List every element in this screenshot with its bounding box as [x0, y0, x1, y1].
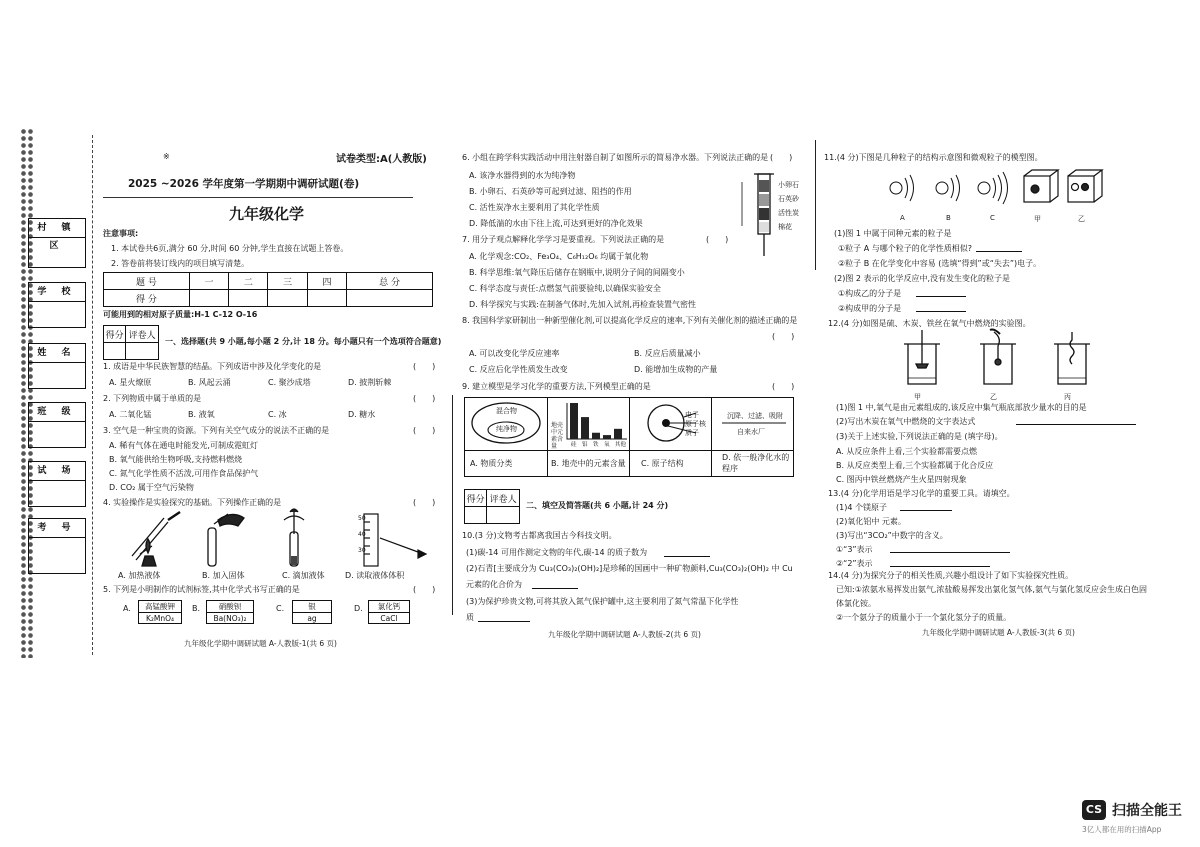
option-d: D. 科学探究与实践:在制备气体时,先加入试剂,再检查装置气密性: [469, 300, 697, 309]
particle-c: [978, 172, 1008, 204]
bar-label: 铁: [593, 442, 599, 448]
answer-blank[interactable]: [916, 311, 966, 312]
score-cell[interactable]: [189, 290, 228, 307]
reagent-name: 银: [293, 601, 331, 613]
option-b: B. 氧气能供给生物呼吸,支持燃料燃烧: [109, 455, 243, 464]
option-d: D. 读取液体体积: [345, 571, 405, 580]
grader-score-label: 得分: [104, 326, 126, 343]
q4-figures: [118, 508, 438, 570]
model-c-label: 原子核: [685, 420, 706, 428]
option-c: C. 氮气化学性质不活泼,可用作食品保护气: [109, 469, 259, 478]
answer-bracket: ( ): [413, 426, 436, 435]
grader-name-label: 评卷人: [487, 490, 520, 507]
q14-line: ②一个氨分子的质量小于一个氯化氢分子的质量。: [836, 613, 1012, 622]
reading-volume-figure: [364, 514, 426, 566]
answer-bracket: ( ): [413, 394, 436, 403]
q14-line: 体氯化铵。: [836, 599, 876, 608]
option-d: D. 披荆斩棘: [348, 378, 392, 387]
option-d: D. CO₂ 属于空气污染物: [109, 483, 194, 492]
reagent-label: [292, 600, 332, 624]
caption: C: [990, 214, 995, 222]
model-d-bottom: 自来水厂: [737, 428, 765, 436]
binding-holes: [20, 128, 34, 658]
grader-name-cell[interactable]: [487, 507, 520, 524]
question-1: 1. 成语是中华民族智慧的结晶。下列成语中涉及化学变化的是: [103, 362, 322, 371]
q12-line: C. 图丙中铁丝燃烧产生火星四射现象: [836, 475, 967, 484]
caption: 乙: [1078, 215, 1085, 223]
answer-bracket: ( ): [772, 382, 795, 391]
reagent-name: 硝酸钡: [207, 601, 253, 613]
exam-title: 2025 ~2026 学年度第一学期期中调研试题(卷): [128, 178, 360, 190]
field-class-box: [28, 402, 86, 448]
score-cell[interactable]: [229, 290, 268, 307]
field-room-box: [28, 461, 86, 507]
svg-text:30: 30: [358, 547, 366, 554]
caption: A: [900, 214, 905, 222]
page-footer: 九年级化学期中调研试题 A-人教版-3(共 6 页): [922, 628, 1075, 637]
binding-line: [92, 135, 93, 655]
grader-box: [464, 489, 520, 524]
jar-iron: [1054, 332, 1090, 384]
question-11: 11.(4 分)下图是几种粒子的结构示意图和微观粒子的模型图。: [824, 153, 1043, 162]
option-a: A. 化学观念:CO₂、Fe₃O₄、C₆H₁₂O₆ 均属于氧化物: [469, 252, 649, 261]
reagent-name: 高锰酸钾: [139, 601, 181, 613]
q10-line: (1)碳-14 可用作测定文物的年代,碳-14 的质子数为: [466, 548, 648, 557]
answer-bracket: ( ): [770, 153, 793, 162]
question-6: 6. 小组在跨学科实践活动中用注射器自制了如图所示的简易净水器。下列说法正确的是: [462, 153, 769, 162]
watermark-tagline: 3亿人都在用的扫描App: [1082, 825, 1162, 834]
atomic-masses: 可能用到的相对原子质量:H-1 C-12 O-16: [103, 310, 258, 319]
q11-line: ②粒子 B 在化学变化中容易 (选填“得到”或“失去”)电子。: [838, 259, 1042, 268]
particle-diagrams: [872, 166, 1112, 214]
label-letter: D.: [354, 604, 363, 613]
reagent-formula: ag: [307, 614, 317, 623]
q10-line: (2)石青[主要成分为 Cu₃(CO₃)₂(OH)₂]是珍稀的国画中一种矿物颜料,Cu₃(CO₃)₂(OH)₂ 中 Cu: [466, 564, 793, 573]
q10-line: 质: [466, 613, 474, 622]
particle-a: [890, 175, 914, 201]
score-cell[interactable]: [307, 290, 346, 307]
option-a: A. 该净水器得到的水为纯净物: [469, 171, 576, 180]
answer-bracket: ( ): [413, 585, 436, 594]
camscanner-logo: CS: [1082, 800, 1106, 820]
question-3: 3. 空气是一种宝贵的资源。下列有关空气成分的说法不正确的是: [103, 426, 330, 435]
question-7: 7. 用分子观点解释化学学习是要重视。下列说法正确的是: [462, 235, 665, 244]
option-c: C. 原子结构: [641, 459, 684, 468]
answer-blank[interactable]: [916, 296, 966, 297]
label-letter: A.: [123, 604, 131, 613]
score-table: [103, 272, 433, 307]
page-separator: [815, 140, 816, 270]
option-a: A. 可以改变化学反应速率: [469, 349, 560, 358]
watermark-brand: 扫描全能王: [1112, 803, 1182, 819]
label-letter: C.: [276, 604, 285, 613]
heating-liquid-figure: [132, 512, 180, 566]
molecule-box-yi: [1068, 170, 1102, 202]
answer-bracket: ( ): [772, 332, 795, 341]
bar-1: [570, 403, 578, 439]
subject-title: 九年级化学: [229, 205, 305, 223]
answer-bracket: ( ): [413, 498, 436, 507]
field-label: 考 号: [29, 519, 85, 538]
syringe-label: 小卵石: [778, 181, 799, 189]
bar-4: [603, 435, 611, 439]
caption: B: [946, 214, 951, 222]
model-b-ylabel: 地壳中元素含量: [551, 422, 564, 450]
option-a: A. 加热液体: [118, 571, 161, 580]
option-b: B. 风起云涌: [188, 378, 231, 387]
notes-title: 注意事项:: [103, 229, 139, 238]
reagent-formula: CaCl: [380, 614, 398, 623]
score-header: 二: [229, 273, 268, 290]
syringe-label: 棉花: [778, 223, 792, 231]
field-school-box: [28, 282, 86, 328]
jar-carbon: [980, 330, 1016, 385]
answer-blank[interactable]: [664, 556, 710, 557]
bar-3: [592, 433, 600, 439]
note-line: 1. 本试卷共6页,满分 60 分,时间 60 分钟,学生直接在试题上答卷。: [111, 244, 349, 253]
dropping-liquid-figure: [284, 509, 304, 566]
score-header: 一: [189, 273, 228, 290]
field-label: 学 校: [29, 283, 85, 302]
answer-blank[interactable]: [478, 621, 530, 622]
option-c: C. 聚沙成塔: [268, 378, 311, 387]
title-rule: [103, 197, 413, 198]
q10-line: (3)为保护珍贵文物,可将其放入氮气保护罐中,这主要利用了氮气常温下化学性: [466, 597, 739, 606]
field-label: 姓 名: [29, 344, 85, 363]
caption: 丙: [1064, 393, 1071, 401]
caption: 甲: [1034, 215, 1041, 223]
q11-line: ②构成甲的分子是: [838, 304, 902, 313]
q11-line: ①粒子 A 与哪个粒子的化学性质相似?: [838, 244, 972, 253]
bar-label: 氧: [604, 442, 610, 448]
model-a-inner: 纯净物: [496, 425, 517, 433]
option-a: A. 二氧化锰: [109, 410, 152, 419]
section-2-heading: 二、填空及简答题(共 6 小题,计 24 分): [526, 501, 669, 510]
q13-line: (1)4 个镁原子: [836, 503, 887, 512]
caption: 乙: [990, 393, 997, 401]
option-c: C. 冰: [268, 410, 287, 419]
q11-line: (2)图 2 表示的化学反应中,没有发生变化的粒子是: [834, 274, 1011, 283]
field-label: 村 镇 区: [29, 219, 85, 238]
score-header: 四: [307, 273, 346, 290]
particle-b: [936, 175, 960, 201]
option-d: D. 依一般净化水的程序: [722, 453, 790, 473]
q11-line: ①构成乙的分子是: [838, 289, 902, 298]
option-d: D. 降低湍的水由下往上流,可达到更好的净化效果: [469, 219, 643, 228]
option-c: C. 反应后化学性质发生改变: [469, 365, 568, 374]
page-footer: 九年级化学期中调研试题 A-人教版-1(共 6 页): [184, 639, 337, 648]
reagent-formula: Ba(NO₃)₂: [213, 614, 247, 623]
question-5: 5. 下列是小明制作的试剂标签,其中化学式书写正确的是: [103, 585, 300, 594]
grader-box: [103, 325, 159, 360]
q10-line: 元素的化合价为: [466, 580, 522, 589]
answer-blank[interactable]: [890, 566, 990, 567]
answer-blank[interactable]: [890, 552, 1010, 553]
answer-bracket: ( ): [413, 362, 436, 371]
score-header: 题 号: [104, 273, 190, 290]
field-id-box: [28, 518, 86, 574]
option-a: A. 物质分类: [470, 459, 513, 468]
caption: 甲: [914, 393, 921, 401]
question-4: 4. 实验操作是实验探究的基础。下列操作正确的是: [103, 498, 282, 507]
option-b: B. 科学思维:氧气降压后储存在钢瓶中,说明分子间的间隔变小: [469, 268, 685, 277]
reagent-name: 氯化钙: [369, 601, 409, 613]
q13-line: ②“2”表示: [836, 559, 873, 568]
note-line: 2. 答卷前将装订线内的项目填写清楚。: [111, 259, 250, 268]
score-header: 三: [268, 273, 307, 290]
grader-score-cell[interactable]: [104, 343, 126, 360]
model-b-bar-chart: [567, 403, 627, 448]
header-mark: ※: [163, 152, 170, 161]
molecule-box-jia: [1024, 170, 1058, 202]
model-a-outer: 混合物: [496, 407, 517, 415]
reagent-label: [138, 600, 182, 624]
section-1-heading: 一、选择题(共 9 小题,每小题 2 分,计 18 分。每小题只有一个选项符合题意): [165, 337, 442, 346]
page-footer: 九年级化学期中调研试题 A-人教版-2(共 6 页): [548, 630, 701, 639]
option-b: B. 反应后质量减小: [634, 349, 701, 358]
answer-bracket: ( ): [706, 235, 729, 244]
jar-sulfur: [904, 330, 940, 384]
bar-5: [614, 429, 622, 439]
option-d: D. 糖水: [348, 410, 376, 419]
syringe-label: 活性炭: [778, 209, 799, 217]
q13-line: (3)写出“3CO₂”中数字的含义。: [836, 531, 948, 540]
score-row-label: 得 分: [104, 290, 190, 307]
field-label: 试 场: [29, 462, 85, 481]
answer-blank[interactable]: [1016, 424, 1136, 425]
option-b: B. 小卵石、石英砂等可起到过滤、阻挡的作用: [469, 187, 632, 196]
bar-label: 铝: [582, 442, 588, 448]
question-14: 14.(4 分)为探究分子的相关性质,兴趣小组设计了如下实验探究性质。: [828, 571, 1074, 580]
syringe-label: 石英砂: [778, 195, 799, 203]
label-letter: B.: [192, 604, 201, 613]
question-2: 2. 下列物质中属于单质的是: [103, 394, 202, 403]
option-b: B. 加入固体: [202, 571, 245, 580]
model-c-label: 电子: [685, 411, 699, 419]
grader-score-cell[interactable]: [465, 507, 487, 524]
option-b: B. 地壳中的元素含量: [551, 459, 626, 468]
question-9: 9. 建立模型是学习化学的重要方法,下列模型正确的是: [462, 382, 651, 391]
paper-type: 试卷类型:A(人教版): [336, 154, 427, 165]
q12-line: (3)关于上述实验,下列说法正确的是 (填字母)。: [836, 432, 1003, 441]
q13-line: (2)氧化铝中 元素。: [836, 517, 906, 526]
q12-line: (2)写出木炭在氧气中燃烧的文字表达式: [836, 417, 976, 426]
q12-line: B. 从反应类型上看,三个实验都属于化合反应: [836, 461, 994, 470]
score-header: 总 分: [347, 273, 433, 290]
option-c: C. 滴加液体: [282, 571, 325, 580]
answer-blank[interactable]: [900, 510, 952, 511]
model-c-label: 质子: [685, 429, 699, 437]
option-a: A. 稀有气体在通电时能发光,可制成霓虹灯: [109, 441, 258, 450]
grader-name-label: 评卷人: [126, 326, 159, 343]
model-d-top: 沉降、过滤、吸附: [727, 412, 783, 420]
option-a: A. 星火燎原: [109, 378, 152, 387]
option-b: B. 液氧: [188, 410, 215, 419]
grader-score-label: 得分: [465, 490, 487, 507]
option-c: C. 科学态度与责任:点燃氢气前要验纯,以确保实验安全: [469, 284, 661, 293]
svg-text:40: 40: [358, 531, 366, 538]
reagent-label: [368, 600, 410, 624]
bar-label: 硅: [571, 442, 577, 448]
reagent-label: [206, 600, 254, 624]
grader-name-cell[interactable]: [126, 343, 159, 360]
q13-line: ①“3”表示: [836, 545, 873, 554]
option-c: C. 活性炭净水主要利用了其化学性质: [469, 203, 600, 212]
adding-solid-figure: [208, 514, 244, 566]
question-10: 10.(3 分)文物考古都离我国古今科技文明。: [462, 531, 617, 540]
question-13: 13.(4 分)化学用语是学习化学的重要工具。请填空。: [828, 489, 1015, 498]
q12-line: A. 从反应条件上看,三个实验都需要点燃: [836, 447, 977, 456]
score-cell[interactable]: [268, 290, 307, 307]
field-village-box: [28, 218, 86, 268]
score-cell[interactable]: [347, 290, 433, 307]
answer-blank[interactable]: [532, 588, 578, 589]
bar-2: [581, 417, 589, 439]
svg-text:50: 50: [358, 515, 366, 522]
field-name-box: [28, 343, 86, 389]
reagent-formula: K₂MnO₄: [145, 614, 175, 623]
bar-label: 其他: [615, 442, 627, 448]
q14-line: 已知:①浓氨水易挥发出氨气,浓盐酸易挥发出氯化氢气体,氨气与氯化氢反应会生成白色固: [836, 585, 1147, 594]
question-8: 8. 我国科学家研制出一种新型催化剂,可以提高化学反应的速率,下列有关催化剂的描述正确的是: [462, 316, 798, 325]
answer-blank[interactable]: [976, 251, 1022, 252]
page-separator: [452, 395, 453, 615]
q12-line: (1)图 1 中,氧气是由元素组成的,该反应中集气瓶底部放少量水的目的是: [836, 403, 1087, 412]
q11-line: (1)图 1 中属于同种元素的粒子是: [834, 229, 952, 238]
option-d: D. 能增加生成物的产量: [634, 365, 718, 374]
field-label: 班 级: [29, 403, 85, 422]
question-12: 12.(4 分)如图是硫、木炭、铁丝在氧气中燃烧的实验图。: [828, 319, 1031, 328]
combustion-figures: [894, 328, 1114, 390]
